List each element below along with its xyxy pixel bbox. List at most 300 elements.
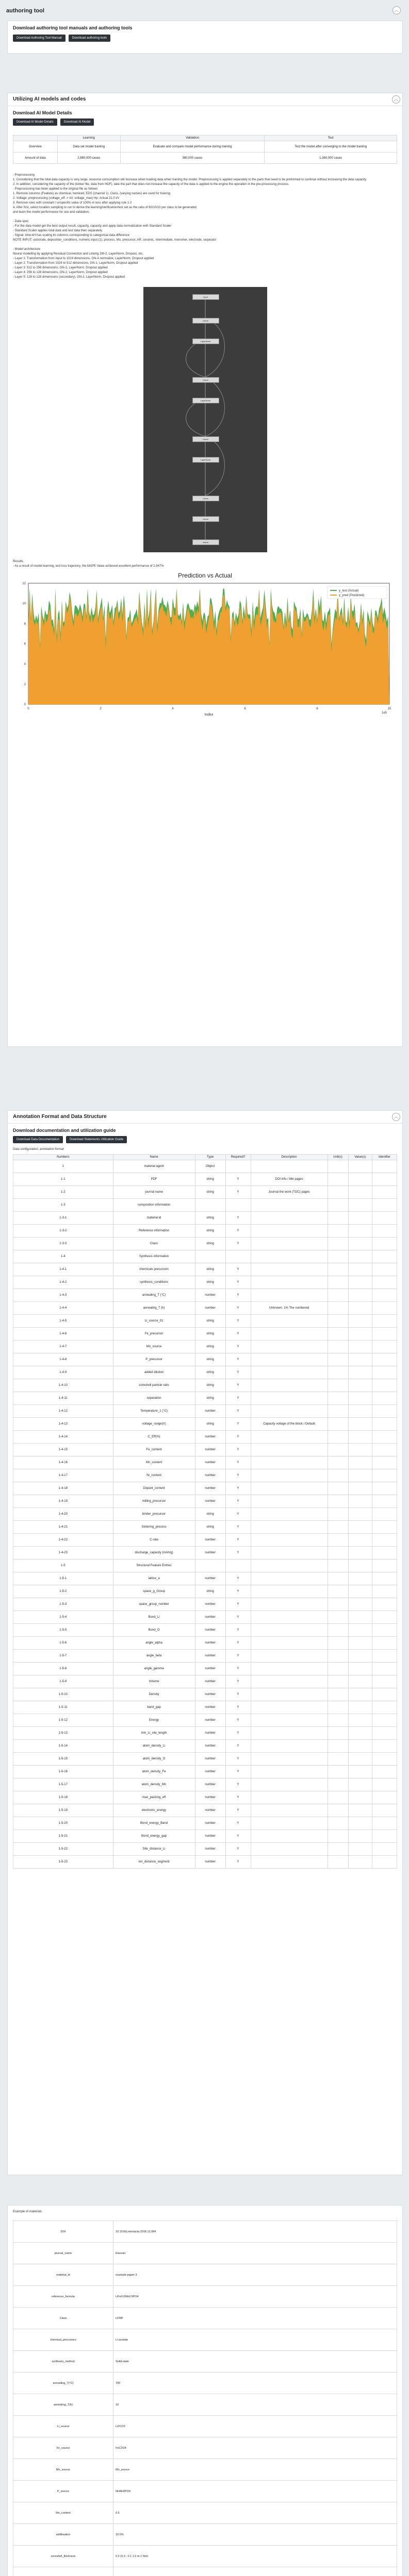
row-number: 1-4-15	[13, 1444, 113, 1456]
table-row	[13, 1456, 397, 1469]
table-cell	[251, 1766, 328, 1778]
table-cell: string	[195, 1418, 225, 1431]
row-number: 1-5-1	[13, 1572, 113, 1585]
models-panel	[7, 93, 403, 1047]
table-cell	[328, 1212, 348, 1225]
table-cell: Y	[225, 1418, 251, 1431]
x-axis-label: Index	[204, 713, 214, 717]
table-cell	[348, 1675, 372, 1688]
chevron-up-icon[interactable]: ︿	[392, 6, 401, 14]
table-cell	[328, 1727, 348, 1740]
field-name: Li_source	[13, 2416, 113, 2437]
table-cell: Y	[225, 1766, 251, 1778]
table-cell	[328, 1379, 348, 1392]
table-cell: Mn_content	[113, 1456, 195, 1469]
table-cell: number	[195, 1534, 225, 1547]
row-number: 1-4-10	[13, 1379, 113, 1392]
row-number: 1-4-3	[13, 1289, 113, 1302]
table-cell	[372, 1843, 397, 1856]
table-cell: Y	[225, 1714, 251, 1727]
table-cell	[372, 1534, 397, 1547]
row-number: 1-5-23	[13, 1856, 113, 1869]
annotation-section-title: Annotation Format and Data Structure	[13, 1114, 107, 1120]
table-cell	[348, 1650, 372, 1663]
table-cell	[251, 1663, 328, 1675]
table-row	[13, 1186, 397, 1199]
table-row	[13, 1379, 397, 1392]
table-cell: Y	[225, 1495, 251, 1508]
table-cell: composition information	[113, 1199, 195, 1212]
table-cell: Y	[225, 1186, 251, 1199]
table-cell	[328, 1791, 348, 1804]
table-cell: number	[195, 1856, 225, 1869]
download-model-button[interactable]: Download AI Model	[60, 118, 94, 126]
table-cell	[251, 1740, 328, 1753]
table-cell	[348, 1663, 372, 1675]
table-cell: Y	[225, 1482, 251, 1495]
table-cell	[251, 1830, 328, 1843]
table-cell	[328, 1804, 348, 1817]
table-row	[13, 1637, 397, 1650]
table-cell: milling_precursor	[113, 1495, 195, 1508]
table-cell: added dilution	[113, 1366, 195, 1379]
table-cell	[372, 1160, 397, 1173]
table-cell	[328, 1353, 348, 1366]
table-cell	[251, 1585, 328, 1598]
table-cell	[225, 1560, 251, 1572]
row-number: 1	[13, 1160, 113, 1173]
table-cell	[251, 1469, 328, 1482]
table-row	[13, 1753, 397, 1766]
table-header-row	[13, 1155, 397, 1160]
table-cell	[251, 1212, 328, 1225]
table-cell: number	[195, 1405, 225, 1418]
manuals-heading: Download authoring tool manuals and authoring tools	[13, 25, 133, 30]
table-cell	[372, 1508, 397, 1521]
field-value: Solid-state	[113, 2351, 397, 2372]
download-manual-button[interactable]: Download Authoring Tool Manual	[13, 35, 66, 42]
table-cell: Y	[225, 1598, 251, 1611]
table-cell: string	[195, 1366, 225, 1379]
table-cell	[251, 1624, 328, 1637]
table-cell: Y	[225, 1688, 251, 1701]
table-cell: Y	[225, 1366, 251, 1379]
download-guide-button[interactable]: Download Statements Utilization Guide	[66, 1136, 127, 1143]
table-row	[13, 2502, 397, 2524]
download-model-details-button[interactable]: Download AI Model Details	[13, 118, 57, 126]
table-cell	[372, 1624, 397, 1637]
table-cell: 360,000 cases	[120, 152, 265, 164]
table-cell	[372, 1328, 397, 1341]
table-cell	[372, 1560, 397, 1572]
annotation-heading: Download documentation and utilization guide	[13, 1128, 116, 1133]
table-cell: Dopant_content	[113, 1482, 195, 1495]
table-cell	[372, 1766, 397, 1778]
table-cell	[372, 1830, 397, 1843]
row-number: 1-1	[13, 1173, 113, 1186]
chart-plot	[13, 572, 397, 721]
table-cell	[328, 1186, 348, 1199]
page-header	[6, 4, 403, 18]
table-cell: Y	[225, 1302, 251, 1315]
table-cell	[348, 1856, 372, 1869]
row-number: 1-5-9	[13, 1675, 113, 1688]
table-cell	[348, 1212, 372, 1225]
row-number: 1-4-7	[13, 1341, 113, 1353]
table-cell	[348, 1560, 372, 1572]
table-cell: Y	[225, 1701, 251, 1714]
table-cell: number	[195, 1675, 225, 1688]
table-cell	[251, 1328, 328, 1341]
table-cell: number	[195, 1778, 225, 1791]
table-cell: Y	[225, 1778, 251, 1791]
table-cell	[328, 1714, 348, 1727]
table-cell	[225, 1160, 251, 1173]
table-cell: Y	[225, 1856, 251, 1869]
table-cell	[328, 1688, 348, 1701]
table-cell	[348, 1624, 372, 1637]
table-cell	[328, 1701, 348, 1714]
row-number: 1-5-12	[13, 1714, 113, 1727]
table-cell: Object	[195, 1160, 225, 1173]
table-row	[13, 1688, 397, 1701]
table-cell: Y	[225, 1263, 251, 1276]
table-cell: Overview	[13, 141, 58, 152]
annotation-table	[13, 1154, 397, 1869]
example-panel	[7, 2205, 403, 2576]
table-row	[13, 1302, 397, 1315]
table-cell	[348, 1199, 372, 1212]
field-name: Fe_source	[13, 2437, 113, 2459]
field-name: chemical_precursors	[13, 2329, 113, 2351]
field-name	[13, 2567, 113, 2576]
table-cell: atom_density_Mn	[113, 1778, 195, 1791]
table-row	[13, 2351, 397, 2372]
chart-title: Prediction vs Actual	[178, 572, 232, 579]
table-cell	[372, 1366, 397, 1379]
table-cell	[251, 1225, 328, 1238]
table-cell: C_Eff(%)	[113, 1431, 195, 1444]
table-row	[13, 1804, 397, 1817]
table-cell: Y	[225, 1341, 251, 1353]
table-row	[13, 2567, 397, 2576]
table-cell	[225, 1250, 251, 1263]
table-cell	[348, 1366, 372, 1379]
table-cell	[372, 1173, 397, 1186]
table-cell: Y	[225, 1637, 251, 1650]
table-cell	[348, 1611, 372, 1624]
table-cell: atom_density_Fe	[113, 1766, 195, 1778]
table-row	[13, 1160, 397, 1173]
table-cell	[251, 1856, 328, 1869]
table-row	[13, 1431, 397, 1444]
table-cell	[348, 1186, 372, 1199]
row-number: 1-4-11	[13, 1392, 113, 1405]
table-cell	[251, 1791, 328, 1804]
table-cell	[348, 1508, 372, 1521]
table-cell: space_group_number	[113, 1598, 195, 1611]
row-number: 1-4-1	[13, 1263, 113, 1276]
table-cell: number	[195, 1624, 225, 1637]
table-cell	[251, 1341, 328, 1353]
annotation-subheading: Data configuration, annotation format	[13, 1148, 64, 1151]
page-title: authoring tool	[6, 8, 44, 14]
table-cell: Fe_content	[113, 1444, 195, 1456]
table-cell	[328, 1328, 348, 1341]
table-cell	[372, 1392, 397, 1405]
column-header: Type	[195, 1155, 225, 1160]
table-cell: Y	[225, 1315, 251, 1328]
field-value: 10	[113, 2394, 397, 2416]
row-number: 1-5-8	[13, 1663, 113, 1675]
legend-label: y_pred (Predicted)	[339, 594, 365, 597]
y-tick-label: 4	[24, 663, 26, 666]
table-cell: Site_distance_Li	[113, 1843, 195, 1856]
table-cell	[372, 1521, 397, 1534]
diagram-node: LayerNorm	[192, 338, 219, 344]
table-cell: Y	[225, 1212, 251, 1225]
table-cell: Bond_energy_Band	[113, 1817, 195, 1830]
table-cell: Amount of data	[13, 152, 58, 164]
table-row	[13, 1366, 397, 1379]
table-cell	[251, 1701, 328, 1714]
row-number: 1-4-16	[13, 1456, 113, 1469]
table-cell: number	[195, 1804, 225, 1817]
table-cell	[251, 1714, 328, 1727]
table-cell: Y	[225, 1353, 251, 1366]
row-number: 1-5	[13, 1560, 113, 1572]
table-cell: number	[195, 1572, 225, 1585]
table-cell: Bond_O	[113, 1624, 195, 1637]
row-number: 1-4-17	[13, 1469, 113, 1482]
table-cell: Unknown: 1% The numbered	[251, 1302, 328, 1315]
field-name: DOI	[13, 2221, 113, 2243]
table-cell	[328, 1173, 348, 1186]
column-header: Value(s)	[348, 1155, 372, 1160]
table-cell	[225, 1199, 251, 1212]
chevron-up-icon[interactable]: ︿	[392, 95, 400, 104]
table-cell	[251, 1598, 328, 1611]
diagram-node: Linear	[192, 496, 219, 501]
table-cell	[251, 1263, 328, 1276]
table-cell	[251, 1637, 328, 1650]
table-row	[13, 2437, 397, 2459]
table-cell: angle_alpha	[113, 1637, 195, 1650]
table-row	[13, 1817, 397, 1830]
row-number: 1-4-4	[13, 1302, 113, 1315]
row-number: 1-5-17	[13, 1778, 113, 1791]
table-cell	[251, 1160, 328, 1173]
table-cell	[251, 1547, 328, 1560]
table-cell: Y	[225, 1843, 251, 1856]
annotation-panel	[7, 1110, 403, 2175]
table-cell: number	[195, 1817, 225, 1830]
download-documentation-button[interactable]: Download Data Documentation	[13, 1136, 63, 1143]
table-cell	[372, 1302, 397, 1315]
field-name: annealing_T(h)	[13, 2394, 113, 2416]
table-cell	[348, 1456, 372, 1469]
diagram-node: Linear	[192, 377, 219, 383]
table-row	[13, 1534, 397, 1547]
row-number: 1-5-20	[13, 1817, 113, 1830]
table-row	[13, 152, 397, 164]
table-cell: string	[195, 1341, 225, 1353]
table-row	[13, 1585, 397, 1598]
table-row	[13, 1276, 397, 1289]
table-cell	[348, 1302, 372, 1315]
x-tick-label: 10	[387, 707, 391, 710]
table-cell: string	[195, 1263, 225, 1276]
diagram-node: Linear	[192, 516, 219, 522]
table-cell	[251, 1727, 328, 1740]
row-number: 1-4-18	[13, 1482, 113, 1495]
table-cell	[348, 1701, 372, 1714]
row-number: 1-4-12	[13, 1405, 113, 1418]
table-cell	[348, 1714, 372, 1727]
table-row	[13, 1675, 397, 1688]
download-tools-button[interactable]: Download authoring tools	[69, 35, 111, 42]
table-cell	[348, 1495, 372, 1508]
field-name: P_source	[13, 2481, 113, 2502]
field-value: NH4H2PO4	[113, 2481, 397, 2502]
table-cell: discharge_capacity (mAh/g)	[113, 1547, 195, 1560]
table-cell: Y	[225, 1276, 251, 1289]
table-cell	[328, 1431, 348, 1444]
table-row	[13, 1740, 397, 1753]
table-cell	[348, 1315, 372, 1328]
table-cell	[372, 1431, 397, 1444]
table-row	[13, 1598, 397, 1611]
table-row	[13, 1766, 397, 1778]
table-cell: Y	[225, 1740, 251, 1753]
table-cell	[372, 1353, 397, 1366]
table-cell	[328, 1585, 348, 1598]
table-cell: number	[195, 1727, 225, 1740]
table-cell	[348, 1353, 372, 1366]
field-value: 0.2 (0.3 - 0.1 1.0 m-1 Nm)	[113, 2546, 397, 2567]
table-cell	[372, 1804, 397, 1817]
table-row	[13, 1521, 397, 1534]
y-tick-label: 10	[22, 602, 26, 606]
table-cell	[328, 1624, 348, 1637]
table-cell: number	[195, 1753, 225, 1766]
table-cell: Y	[225, 1804, 251, 1817]
table-cell	[348, 1740, 372, 1753]
table-cell: Y	[225, 1585, 251, 1598]
table-cell	[251, 1572, 328, 1585]
table-cell	[251, 1560, 328, 1572]
table-cell	[372, 1469, 397, 1482]
row-number: 1-5-5	[13, 1624, 113, 1637]
table-cell: Y	[225, 1444, 251, 1456]
table-cell	[328, 1663, 348, 1675]
table-cell	[348, 1444, 372, 1456]
table-cell: string	[195, 1353, 225, 1366]
field-value: LiFe0.5Mn0.5PO4	[113, 2286, 397, 2308]
table-cell	[348, 1534, 372, 1547]
column-header: Required?	[225, 1155, 251, 1160]
x-axis-multiplier: 1e5	[381, 711, 387, 715]
diagram-node: LayerNorm	[192, 457, 219, 463]
field-name: material_id	[13, 2264, 113, 2286]
field-value: Li-acetate	[113, 2329, 397, 2351]
table-cell	[328, 1611, 348, 1624]
table-cell	[328, 1341, 348, 1353]
row-number: 1-5-2	[13, 1585, 113, 1598]
row-number: 1-4-2	[13, 1276, 113, 1289]
row-number: 1-5-4	[13, 1611, 113, 1624]
dataset-split-table	[13, 135, 397, 164]
table-cell	[328, 1766, 348, 1778]
table-cell	[348, 1727, 372, 1740]
table-cell: string	[195, 1379, 225, 1392]
table-row	[13, 1572, 397, 1585]
table-row	[13, 2221, 397, 2243]
table-cell	[328, 1637, 348, 1650]
table-cell: Bond_energy_gap	[113, 1830, 195, 1843]
table-cell	[328, 1263, 348, 1276]
table-cell: Evaluate and compare model performance during training	[120, 141, 265, 152]
table-cell	[251, 1289, 328, 1302]
table-cell: Y	[225, 1431, 251, 1444]
table-cell	[328, 1856, 348, 1869]
table-cell: chemicals precursors	[113, 1263, 195, 1276]
table-cell	[251, 1843, 328, 1856]
table-row	[13, 2524, 397, 2546]
table-cell	[251, 1431, 328, 1444]
table-cell: Y	[225, 1328, 251, 1341]
x-tick-label: 8	[316, 707, 318, 710]
table-cell: Y	[225, 1521, 251, 1534]
table-cell	[348, 1688, 372, 1701]
table-cell: space_g_Group	[113, 1585, 195, 1598]
table-cell	[328, 1160, 348, 1173]
table-cell	[348, 1598, 372, 1611]
table-cell	[251, 1804, 328, 1817]
row-number: 1-3-1	[13, 1212, 113, 1225]
table-cell: ion_distance_segment	[113, 1856, 195, 1869]
table-cell	[251, 1392, 328, 1405]
table-cell: string	[195, 1225, 225, 1238]
table-cell	[348, 1238, 372, 1250]
chevron-up-icon[interactable]: ︿	[392, 1113, 400, 1121]
table-cell	[251, 1817, 328, 1830]
diagram-node: input	[192, 294, 219, 300]
table-cell	[328, 1276, 348, 1289]
table-row	[13, 2243, 397, 2264]
table-cell	[251, 1482, 328, 1495]
models-heading: Download AI Model Details	[13, 110, 72, 115]
table-cell	[328, 1366, 348, 1379]
table-cell	[348, 1585, 372, 1598]
table-cell	[372, 1637, 397, 1650]
table-cell	[328, 1405, 348, 1418]
table-row	[13, 1856, 397, 1869]
table-row	[13, 1212, 397, 1225]
table-cell	[348, 1791, 372, 1804]
table-cell	[251, 1534, 328, 1547]
table-cell: number	[195, 1766, 225, 1778]
table-cell	[372, 1315, 397, 1328]
table-cell	[372, 1740, 397, 1753]
table-cell: Y	[225, 1611, 251, 1624]
table-cell: number	[195, 1701, 225, 1714]
table-cell	[348, 1160, 372, 1173]
column-header: Description	[251, 1155, 328, 1160]
field-value: 700	[113, 2372, 397, 2394]
table-cell	[372, 1611, 397, 1624]
row-number: 1-4-21	[13, 1521, 113, 1534]
